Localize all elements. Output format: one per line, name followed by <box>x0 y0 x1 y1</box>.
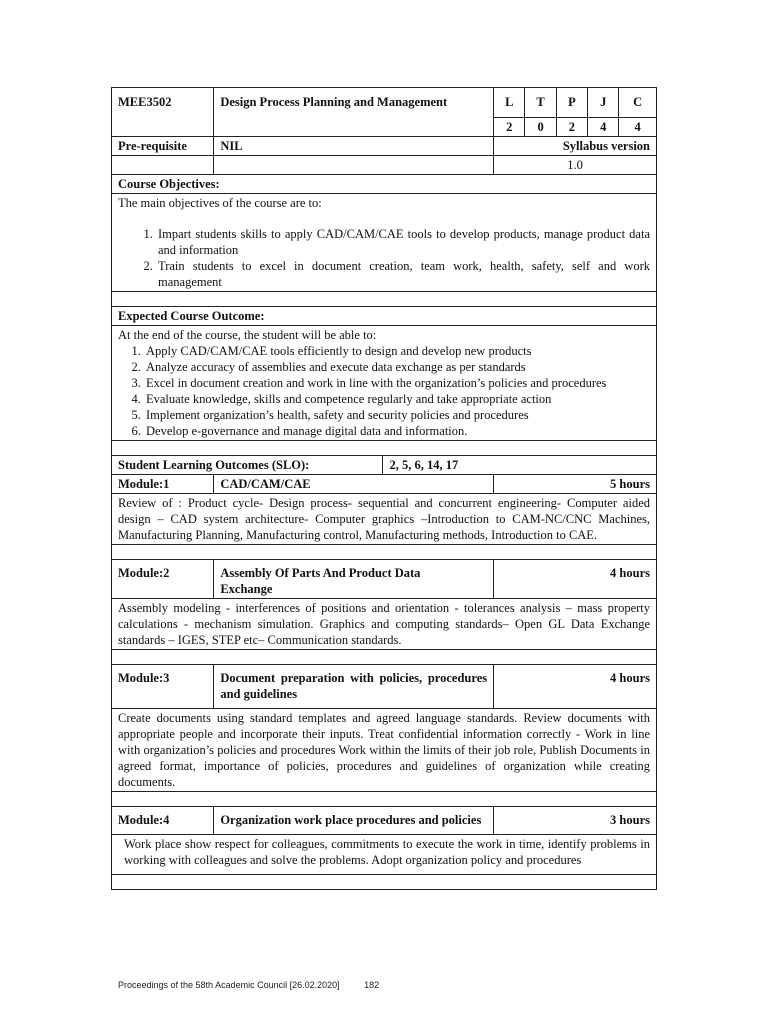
outcomes-body <box>112 326 657 441</box>
outcomes-intro: At the end of the course, the student will be able to: <box>118 328 377 342</box>
outcomes-body-row <box>112 326 657 441</box>
course-code: MEE3502 <box>112 88 214 137</box>
objectives-body <box>112 194 657 292</box>
module-hours: 4 hours <box>494 560 657 599</box>
syllabus-table-container <box>111 87 657 890</box>
objectives-heading-row <box>112 175 657 194</box>
page-number: 182 <box>364 980 380 990</box>
course-header-row <box>112 88 657 118</box>
module-content: Review of : Product cycle- Design process- sequential and concurrent engineering- Computer aided design – CAD system architecture- Computer graphics –Introduction to CAM-NC/CNC Machines, Manufacturing Planning, Manufacturing control, Manufacturing methods, Introduction to CAE. <box>112 494 657 545</box>
objectives-list <box>118 226 650 290</box>
objective-item: 2. Train students to excel in document creation, team work, health, safety, self and work management <box>156 258 650 290</box>
module-title: Document preparation with policies, procedures and guidelines <box>214 665 494 709</box>
module-header-row <box>112 560 657 599</box>
slo-row <box>112 456 657 475</box>
objectives-intro: The main objectives of the course are to: <box>118 196 322 210</box>
prereq-value: NIL <box>214 137 494 156</box>
syllabus-version-label: Syllabus version <box>494 137 657 156</box>
module-hours: 5 hours <box>494 475 657 494</box>
ltpjc-label: T <box>525 88 556 118</box>
objectives-body-row <box>112 194 657 292</box>
outcomes-list <box>118 343 650 439</box>
module-content: Create documents using standard templates and agreed language standards. Review documents with appropriate people and incorporate their inputs. Treat confidential information correctly - Work in line with organization’s policies and procedures Work within the limits of their job role, Publish Documents in agreed format, importance of policies, procedures and guidelines of organization while creating documents. <box>112 709 657 792</box>
module-title: CAD/CAM/CAE <box>214 475 494 494</box>
module-title: Assembly Of Parts And Product Data Exchange <box>214 560 494 599</box>
course-title: Design Process Planning and Management <box>214 88 494 137</box>
footer-text: Proceedings of the 58th Academic Council [26.02.2020] <box>118 980 340 990</box>
module-label: Module:2 <box>112 560 214 599</box>
module-content-row <box>112 835 657 875</box>
syllabus-version-value: 1.0 <box>494 156 657 175</box>
outcomes-heading: Expected Course Outcome: <box>112 307 657 326</box>
ltpjc-value: 4 <box>619 118 657 137</box>
ltpjc-label: L <box>494 88 525 118</box>
objectives-heading: Course Objectives: <box>112 175 657 194</box>
module-content: Assembly modeling - interferences of positions and orientation - tolerances analysis – mass property calculations - mechanism simulation. Graphics and computing standards– Open GL Data Exchange standards – IGES, STEP etc– Communication standards. <box>112 599 657 650</box>
module-header-row <box>112 475 657 494</box>
module-content-row <box>112 494 657 545</box>
outcome-item: 1. Apply CAD/CAM/CAE tools efficiently to design and develop new products <box>144 343 650 359</box>
slo-value: 2, 5, 6, 14, 17 <box>383 456 657 475</box>
outcomes-heading-row <box>112 307 657 326</box>
outcome-item: 5. Implement organization’s health, safety and security policies and procedures <box>144 407 650 423</box>
module-content-row <box>112 599 657 650</box>
ltpjc-value: 0 <box>525 118 556 137</box>
outcome-item: 6. Develop e-governance and manage digital data and information. <box>144 423 650 439</box>
outcome-item: 4. Evaluate knowledge, skills and competence regularly and take appropriate action <box>144 391 650 407</box>
module-label: Module:3 <box>112 665 214 709</box>
module-hours: 4 hours <box>494 665 657 709</box>
prereq-label: Pre-requisite <box>112 137 214 156</box>
syllabus-table <box>111 87 657 890</box>
prereq-row <box>112 137 657 156</box>
module-header-row <box>112 665 657 709</box>
module-label: Module:4 <box>112 807 214 835</box>
outcome-item: 2. Analyze accuracy of assemblies and execute data exchange as per standards <box>144 359 650 375</box>
ltpjc-label: J <box>588 88 619 118</box>
ltpjc-label: C <box>619 88 657 118</box>
module-hours: 3 hours <box>494 807 657 835</box>
syllabus-version-row <box>112 156 657 175</box>
ltpjc-label: P <box>556 88 587 118</box>
ltpjc-value: 4 <box>588 118 619 137</box>
page-footer <box>118 980 401 990</box>
module-header-row <box>112 807 657 835</box>
slo-label: Student Learning Outcomes (SLO): <box>112 456 383 475</box>
module-title: Organization work place procedures and policies <box>214 807 494 835</box>
outcome-item: 3. Excel in document creation and work in line with the organization’s policies and procedures <box>144 375 650 391</box>
module-label: Module:1 <box>112 475 214 494</box>
ltpjc-value: 2 <box>556 118 587 137</box>
objective-item: 1. Impart students skills to apply CAD/CAM/CAE tools to develop products, manage product data and information <box>156 226 650 258</box>
module-content-row <box>112 709 657 792</box>
module-content: Work place show respect for colleagues, commitments to execute the work in time, identify problems in working with colleagues and solve the problems. Adopt organization policy and procedures <box>112 835 657 875</box>
ltpjc-value: 2 <box>494 118 525 137</box>
